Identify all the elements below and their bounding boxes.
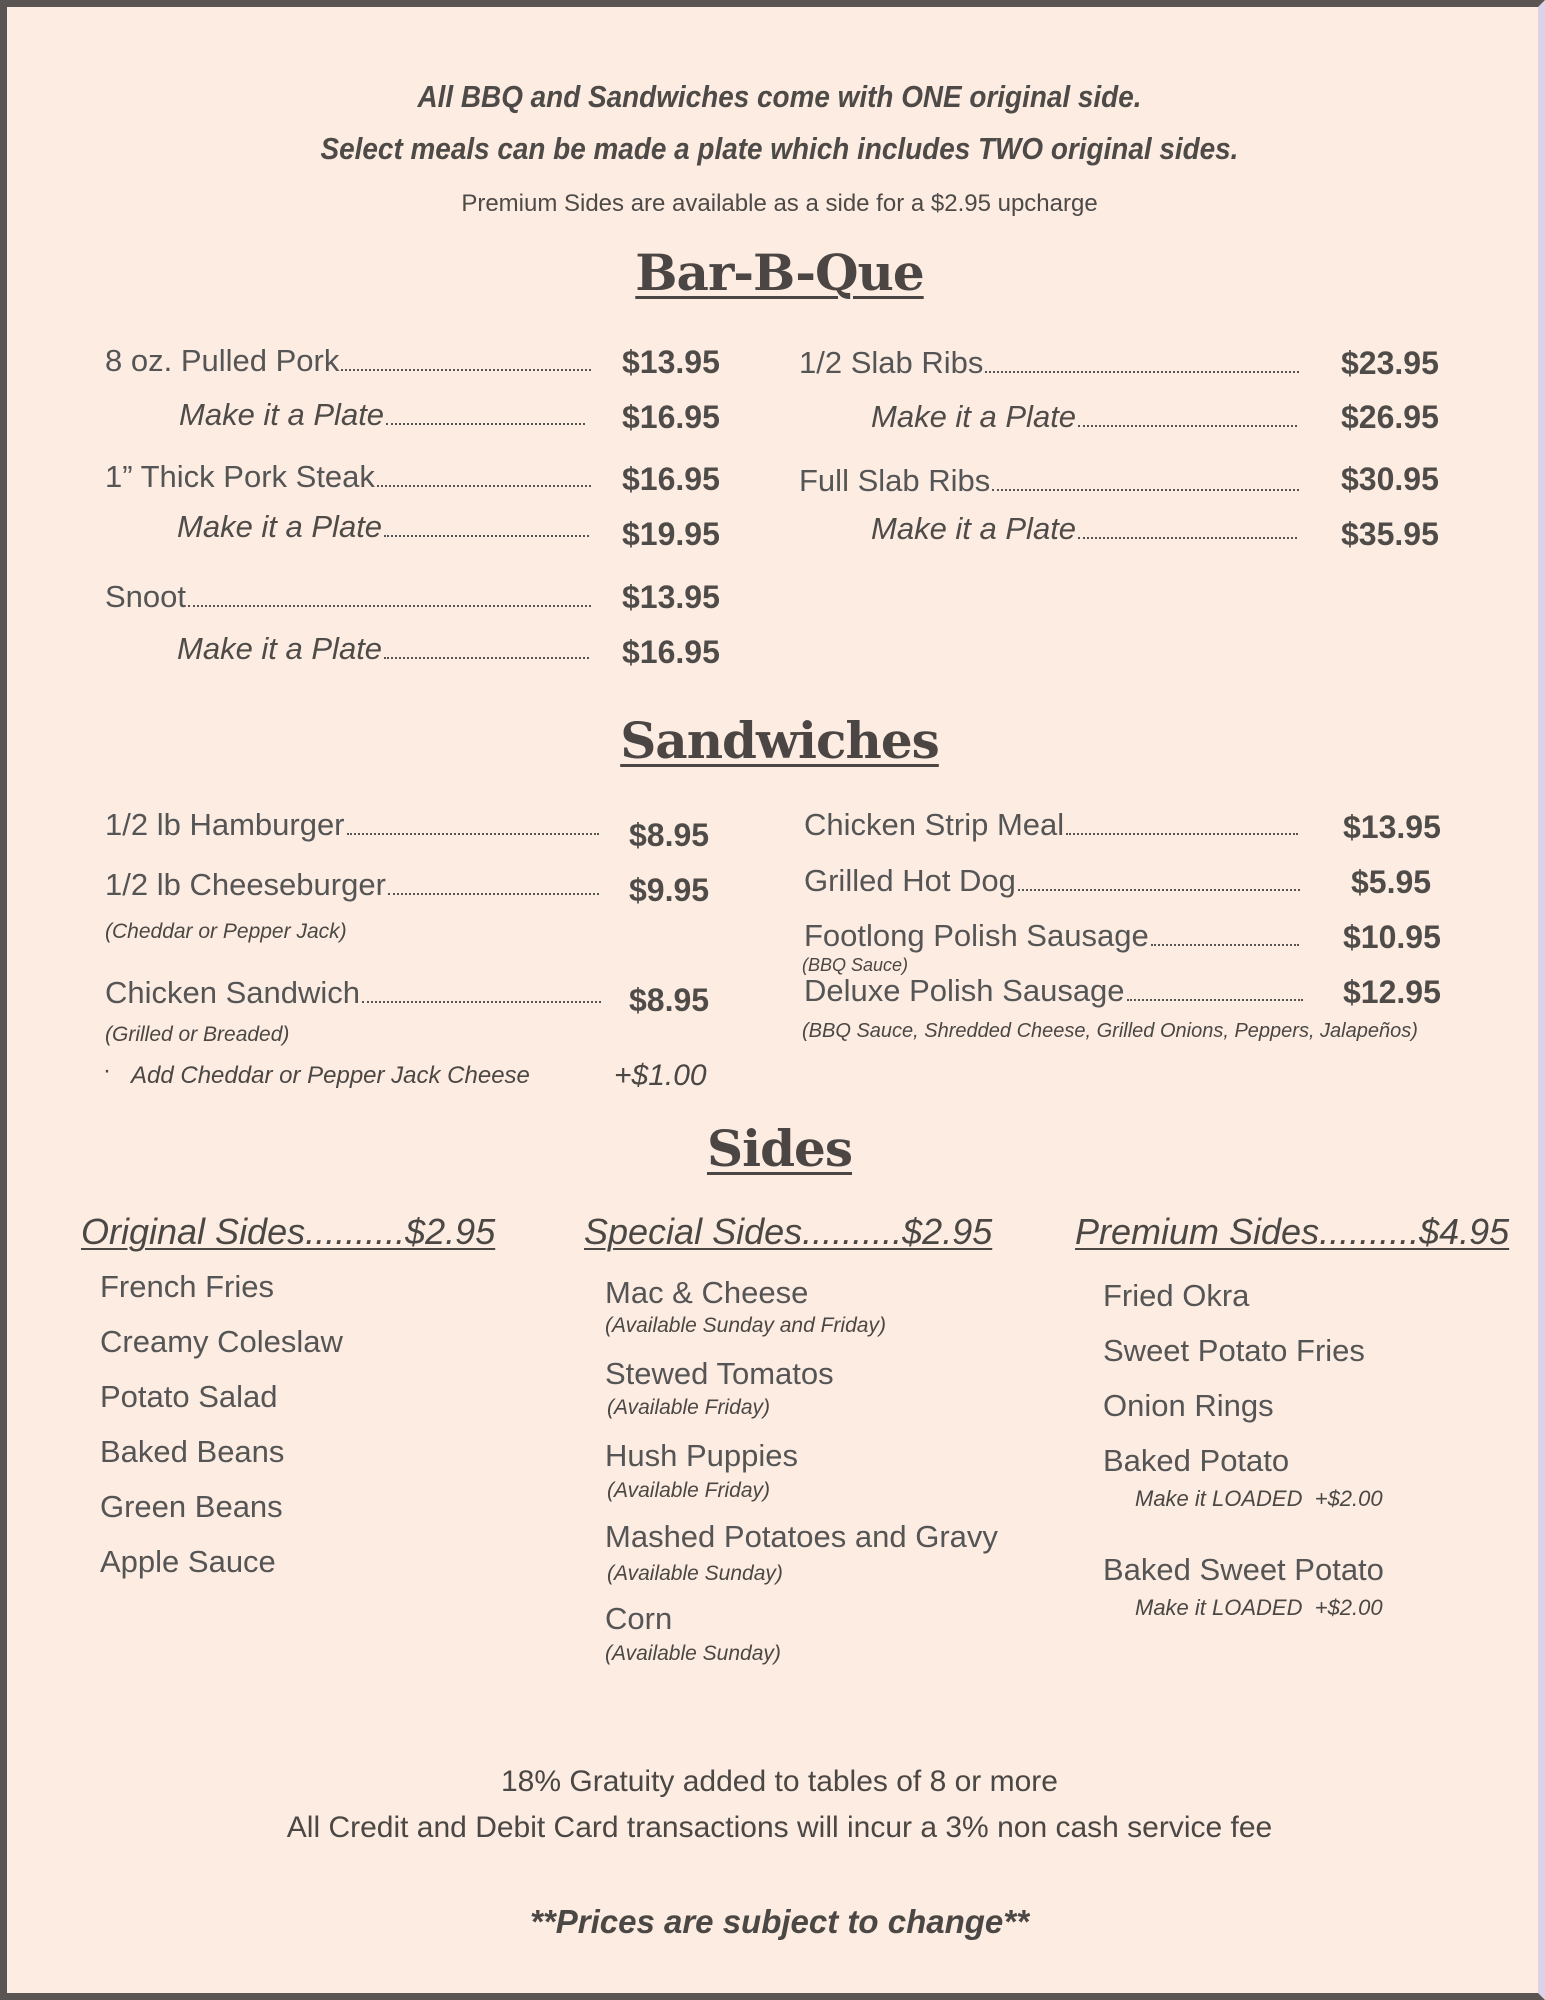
addon-label: Add Cheddar or Pepper Jack Cheese — [131, 1062, 530, 1089]
sandwich-item-hamburger — [105, 807, 603, 843]
side-item: Sweet Potato Fries — [1103, 1333, 1365, 1368]
side-item: French Fries — [100, 1269, 274, 1304]
item-name: Full Slab Ribs — [799, 463, 991, 498]
special-sides-heading: Special Sides..........$2.95 — [584, 1211, 993, 1252]
intro-line-2: Select meals can be made a plate which includes TWO original sides. — [320, 131, 1239, 166]
item-name: 1/2 Slab Ribs — [799, 345, 984, 380]
plate-row — [871, 511, 1301, 547]
item-name: 8 oz. Pulled Pork — [105, 343, 340, 378]
leader-dots — [362, 1001, 601, 1003]
premium-sides-heading: Premium Sides..........$4.95 — [1075, 1211, 1510, 1252]
item-note: (Grilled or Breaded) — [105, 1023, 290, 1046]
plate-price: $16.95 — [622, 634, 720, 670]
item-price: $23.95 — [1341, 345, 1439, 381]
item-name: Deluxe Polish Sausage — [804, 973, 1125, 1008]
item-price: $5.95 — [1351, 864, 1432, 900]
availability-note: (Available Sunday) — [607, 1562, 783, 1585]
sandwiches-heading: Sandwiches — [620, 711, 939, 770]
price-disclaimer: **Prices are subject to change** — [530, 1903, 1029, 1940]
side-item: Potato Salad — [100, 1379, 278, 1414]
plate-row — [179, 397, 589, 433]
plate-row — [871, 399, 1301, 435]
leader-dots — [388, 893, 599, 895]
item-price: $10.95 — [1343, 919, 1441, 955]
availability-note: (Available Friday) — [607, 1396, 771, 1419]
bbq-item-pork-steak — [105, 459, 595, 495]
leader-dots — [341, 369, 591, 371]
leader-dots — [1066, 833, 1298, 835]
bbq-heading: Bar-B-Que — [635, 243, 924, 302]
side-item: Fried Okra — [1103, 1278, 1250, 1313]
loaded-note: Make it LOADED +$2.00 — [1135, 1595, 1383, 1620]
bbq-item-pulled-pork — [105, 343, 595, 379]
sandwich-item-cheeseburger — [105, 867, 603, 903]
side-item: Onion Rings — [1103, 1388, 1274, 1423]
leader-dots — [1151, 944, 1299, 946]
leader-dots — [1078, 425, 1297, 427]
item-note: (Cheddar or Pepper Jack) — [105, 920, 347, 943]
plate-label: Make it a Plate — [177, 631, 383, 666]
plate-row — [177, 631, 593, 667]
item-name: 1/2 lb Hamburger — [105, 807, 345, 842]
item-name: Chicken Sandwich — [105, 975, 361, 1010]
item-name: Chicken Strip Meal — [804, 807, 1065, 842]
item-price: $9.95 — [629, 872, 710, 908]
plate-label: Make it a Plate — [871, 511, 1077, 546]
leader-dots — [377, 485, 591, 487]
item-name: Grilled Hot Dog — [804, 863, 1016, 898]
sandwich-item-chicken-strip — [804, 807, 1302, 843]
item-price: $12.95 — [1343, 974, 1441, 1010]
item-price: $13.95 — [622, 344, 720, 380]
item-price: $30.95 — [1341, 461, 1439, 497]
leader-dots — [386, 423, 585, 425]
side-item: Hush Puppies — [605, 1438, 799, 1473]
item-note: (BBQ Sauce, Shredded Cheese, Grilled Onions, Peppers, Jalapeños) — [802, 1020, 1418, 1042]
item-price: $8.95 — [629, 982, 710, 1018]
availability-note: (Available Sunday) — [605, 1642, 781, 1665]
side-item: Baked Sweet Potato — [1103, 1552, 1384, 1587]
plate-price: $35.95 — [1341, 516, 1439, 552]
bbq-item-snoot — [105, 579, 595, 615]
bbq-item-full-slab — [799, 463, 1303, 499]
side-item: Green Beans — [100, 1489, 283, 1524]
item-price: $8.95 — [629, 817, 710, 853]
side-item: Apple Sauce — [100, 1544, 276, 1579]
availability-note: (Available Friday) — [607, 1479, 771, 1502]
leader-dots — [985, 371, 1299, 373]
availability-note: (Available Sunday and Friday) — [605, 1314, 886, 1337]
sandwich-item-footlong — [804, 918, 1303, 954]
leader-dots — [188, 605, 591, 607]
side-item: Baked Beans — [100, 1434, 285, 1469]
sandwich-item-chicken — [105, 975, 605, 1011]
bbq-item-half-slab — [799, 345, 1303, 381]
sandwich-item-deluxe — [804, 973, 1307, 1009]
card-fee-note: All Credit and Debit Card transactions will incur a 3% non cash service fee — [286, 1811, 1273, 1844]
sides-heading: Sides — [706, 1119, 853, 1178]
leader-dots — [992, 489, 1299, 491]
addon-price: +$1.00 — [614, 1059, 707, 1092]
gratuity-note: 18% Gratuity added to tables of 8 or more — [501, 1765, 1058, 1798]
plate-price: $16.95 — [622, 399, 720, 435]
side-item: Baked Potato — [1103, 1443, 1290, 1478]
sandwich-item-hot-dog — [804, 863, 1304, 899]
side-item: Mashed Potatoes and Gravy — [605, 1519, 998, 1554]
item-price: $16.95 — [622, 461, 720, 497]
leader-dots — [1018, 889, 1300, 891]
plate-label: Make it a Plate — [179, 397, 385, 432]
item-name: Footlong Polish Sausage — [804, 918, 1149, 953]
loaded-note: Make it LOADED +$2.00 — [1135, 1486, 1383, 1511]
item-name: 1” Thick Pork Steak — [105, 459, 375, 494]
leader-dots — [1127, 999, 1303, 1001]
side-item: Stewed Tomatos — [605, 1356, 834, 1391]
plate-price: $26.95 — [1341, 399, 1439, 435]
plate-label: Make it a Plate — [177, 509, 383, 544]
side-item: Creamy Coleslaw — [100, 1324, 343, 1359]
plate-row — [177, 509, 593, 545]
item-name: 1/2 lb Cheeseburger — [105, 867, 386, 902]
leader-dots — [384, 535, 589, 537]
side-item: Corn — [605, 1601, 673, 1636]
intro-line-3: Premium Sides are available as a side for a $2.95 upcharge — [461, 190, 1098, 217]
original-sides-heading: Original Sides..........$2.95 — [81, 1211, 496, 1252]
item-name: Snoot — [105, 579, 187, 614]
leader-dots — [347, 833, 599, 835]
leader-dots — [384, 657, 589, 659]
leader-dots — [1078, 537, 1297, 539]
item-note: (BBQ Sauce) — [802, 955, 909, 975]
addon-bullet: · — [103, 1057, 111, 1084]
plate-label: Make it a Plate — [871, 399, 1077, 434]
plate-price: $19.95 — [622, 516, 720, 552]
item-price: $13.95 — [1343, 809, 1441, 845]
side-item: Mac & Cheese — [605, 1275, 809, 1310]
item-price: $13.95 — [622, 579, 720, 615]
intro-line-1: All BBQ and Sandwiches come with ONE original side. — [417, 79, 1142, 114]
